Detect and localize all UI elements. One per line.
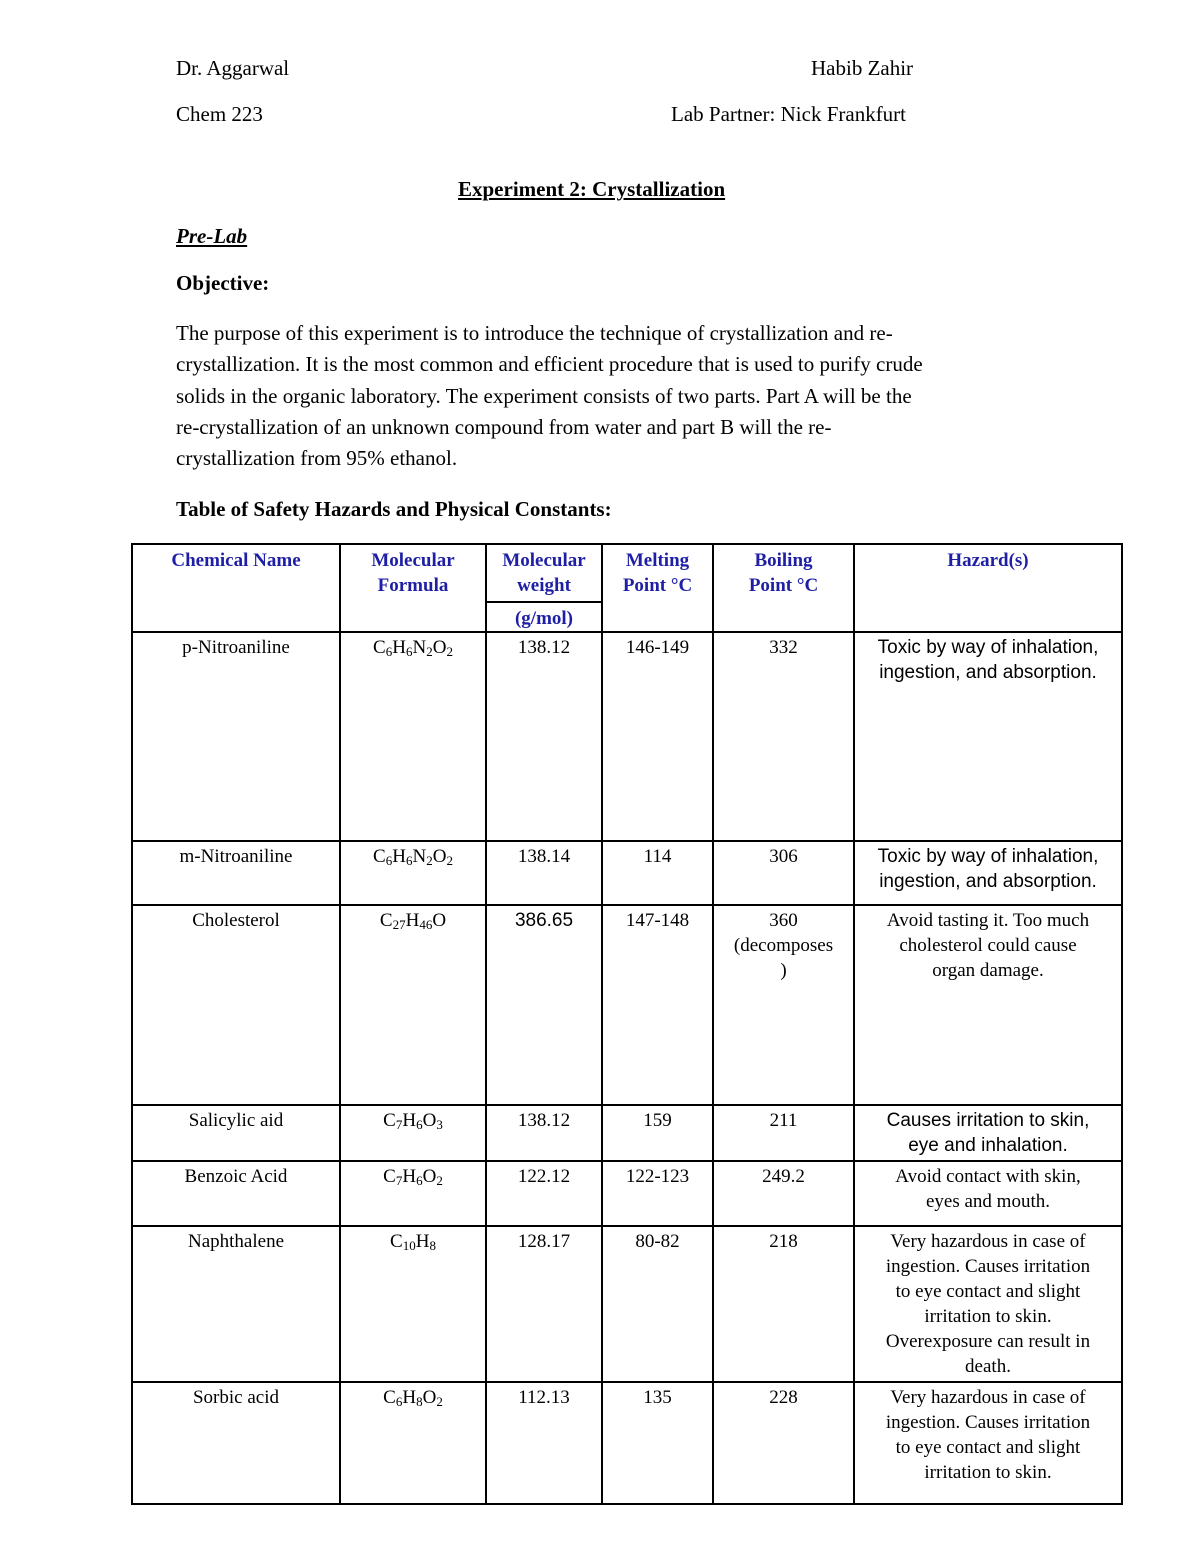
cell-molecular-formula: $C_6H_6N_2O_2$: [340, 632, 486, 841]
student-name: Habib Zahir: [811, 56, 914, 80]
cell-boiling-point: 332: [713, 632, 854, 841]
objective-line: crystallization from 95% ethanol.: [176, 446, 458, 471]
table-row: [132, 1105, 1122, 1161]
cell-hazards: Very hazardous in case of ingestion. Causes irritation to eye contact and slight irritation to skin. Overexposure can result in death.: [854, 1226, 1122, 1382]
table-row: [132, 1226, 1122, 1382]
lab-partner: Lab Partner: Nick Frankfurt: [671, 102, 907, 126]
cell-molecular-formula: $C_6H_6N_2O_2$: [340, 841, 486, 905]
cell-chemical-name: Naphthalene: [132, 1226, 340, 1382]
hazards-table: [131, 543, 1123, 1505]
instructor-name: Dr. Aggarwal: [176, 56, 290, 80]
cell-boiling-point: 306: [713, 841, 854, 905]
header-melting-point: Melting Point °C: [602, 544, 713, 632]
header-hazards: Hazard(s): [854, 544, 1122, 632]
objective-line: re-crystallization of an unknown compound from water and part B will the re-: [176, 414, 832, 439]
cell-hazards: Toxic by way of inhalation, ingestion, and absorption.: [854, 632, 1122, 841]
objective-line: The purpose of this experiment is to introduce the technique of crystallization and re-: [176, 321, 893, 345]
cell-boiling-point: 211: [713, 1105, 854, 1161]
cell-molecular-weight: 386.65: [486, 905, 602, 1105]
objective-label: Objective:: [176, 271, 270, 295]
document-title: Experiment 2: Crystallization: [458, 177, 726, 201]
table-row: [132, 1161, 1122, 1226]
cell-hazards: Causes irritation to skin, eye and inhalation.: [854, 1105, 1122, 1161]
cell-melting-point: 114: [602, 841, 713, 905]
cell-boiling-point: 249.2: [713, 1161, 854, 1226]
table-header-row: [132, 544, 1122, 632]
cell-melting-point: 135: [602, 1382, 713, 1504]
cell-chemical-name: Salicylic aid: [132, 1105, 340, 1161]
cell-boiling-point: 360 (decomposes ): [713, 905, 854, 1105]
objective-paragraph: [176, 318, 1036, 474]
cell-molecular-weight: 138.12: [486, 632, 602, 841]
table-row: [132, 841, 1122, 905]
header-weight-unit: (g/mol): [487, 601, 601, 631]
cell-molecular-weight: 128.17: [486, 1226, 602, 1382]
cell-chemical-name: Benzoic Acid: [132, 1161, 340, 1226]
table-caption: Table of Safety Hazards and Physical Constants:: [176, 497, 612, 521]
cell-melting-point: 80-82: [602, 1226, 713, 1382]
cell-molecular-weight: 138.14: [486, 841, 602, 905]
cell-molecular-weight: 112.13: [486, 1382, 602, 1504]
header-boiling-point: Boiling Point °C: [713, 544, 854, 632]
cell-chemical-name: Cholesterol: [132, 905, 340, 1105]
cell-melting-point: 146-149: [602, 632, 713, 841]
cell-molecular-formula: $C_6H_8O_2$: [340, 1382, 486, 1504]
cell-melting-point: 122-123: [602, 1161, 713, 1226]
header-molecular-weight: Molecular weight (g/mol): [486, 544, 602, 632]
table-row: [132, 905, 1122, 1105]
cell-molecular-formula: $C_{27}H_{46}O$: [340, 905, 486, 1105]
table-row: [132, 632, 1122, 841]
cell-hazards: Avoid contact with skin, eyes and mouth.: [854, 1161, 1122, 1226]
cell-boiling-point: 218: [713, 1226, 854, 1382]
objective-line: crystallization. It is the most common and efficient procedure that is used to purify crude: [176, 352, 923, 377]
cell-hazards: Very hazardous in case of ingestion. Causes irritation to eye contact and slight irritation to skin.: [854, 1382, 1122, 1504]
cell-molecular-weight: 138.12: [486, 1105, 602, 1161]
cell-molecular-formula: $C_7H_6O_3$: [340, 1105, 486, 1161]
course-code: Chem 223: [176, 102, 263, 126]
cell-boiling-point: 228: [713, 1382, 854, 1504]
cell-hazards: Avoid tasting it. Too much cholesterol could cause organ damage.: [854, 905, 1122, 1105]
cell-hazards: Toxic by way of inhalation, ingestion, and absorption.: [854, 841, 1122, 905]
header-chemical-name: Chemical Name: [132, 544, 340, 632]
cell-chemical-name: Sorbic acid: [132, 1382, 340, 1504]
section-heading: Pre-Lab: [176, 224, 248, 248]
header-molecular-formula: Molecular Formula: [340, 544, 486, 632]
objective-line: solids in the organic laboratory. The experiment consists of two parts. Part A will be the: [176, 383, 912, 408]
cell-chemical-name: m-Nitroaniline: [132, 841, 340, 905]
cell-melting-point: 147-148: [602, 905, 713, 1105]
table-row: [132, 1382, 1122, 1504]
cell-molecular-weight: 122.12: [486, 1161, 602, 1226]
cell-molecular-formula: $C_{10}H_8$: [340, 1226, 486, 1382]
cell-chemical-name: p-Nitroaniline: [132, 632, 340, 841]
cell-molecular-formula: $C_7H_6O_2$: [340, 1161, 486, 1226]
cell-melting-point: 159: [602, 1105, 713, 1161]
